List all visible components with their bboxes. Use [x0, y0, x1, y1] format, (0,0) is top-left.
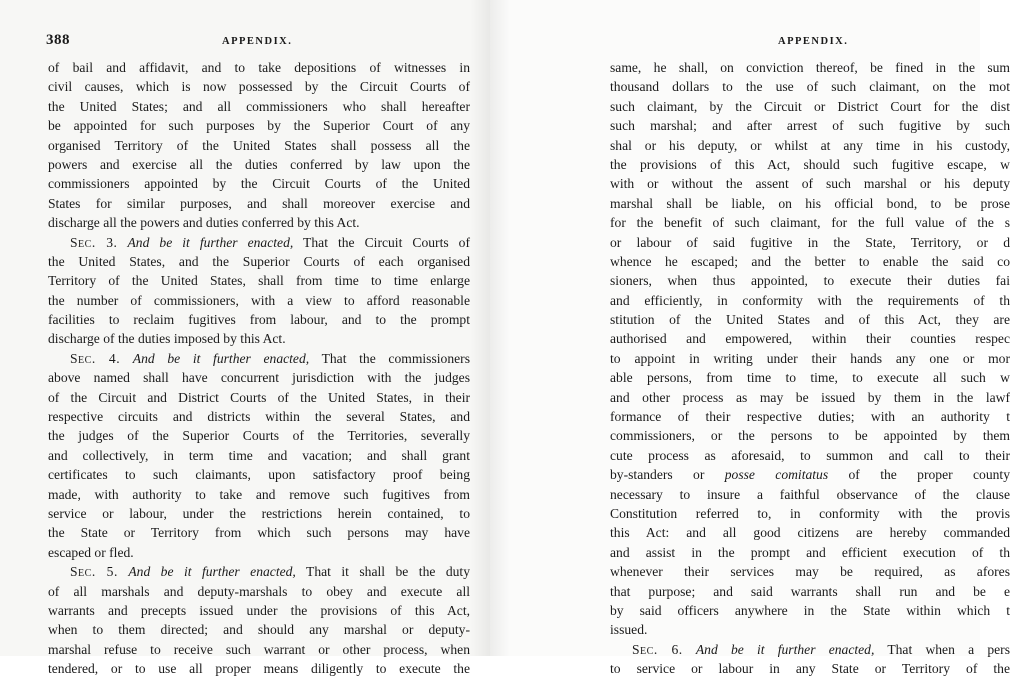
text-line	[610, 368, 1010, 387]
line-text: commissioners appointed by the Circuit Courts of the United	[48, 176, 470, 192]
line-text: issued.	[610, 622, 648, 638]
line-text: service or labour, under the restrictions herein contained, to	[48, 505, 470, 521]
section-label: Sec. 6.	[632, 641, 683, 657]
line-text: thousand dollars to the use of such claimant, on the mot	[610, 79, 1010, 95]
line-text: and other process as may be issued by them in the lawf	[610, 389, 1010, 405]
text-line	[610, 620, 1010, 639]
text-line	[610, 155, 1010, 174]
running-head-left: APPENDIX.	[222, 36, 293, 47]
text-line	[48, 407, 470, 426]
line-text: of bail and affidavit, and to take depositions of witnesses in	[48, 60, 470, 75]
enacting-clause: And be it further enacted,	[128, 564, 296, 580]
left-page	[0, 0, 490, 677]
line-text: necessary to insure a faithful observance of the clause	[610, 486, 1010, 502]
left-page-text	[48, 58, 470, 679]
text-line	[610, 291, 1010, 310]
text-line	[48, 194, 470, 213]
book-gutter	[470, 0, 510, 656]
line-text: whenever their services may be required, as afores	[610, 564, 1010, 580]
text-line	[48, 640, 470, 659]
line-text: by-standers or posse comitatus of the proper county	[610, 467, 1010, 483]
right-page	[490, 0, 1010, 677]
text-line	[48, 136, 470, 155]
text-line	[610, 116, 1010, 135]
text-line	[48, 620, 470, 639]
text-line	[610, 136, 1010, 155]
line-text: with or without the assent of such marshal or his deputy	[610, 176, 1010, 192]
line-text: sioners, when thus appointed, to execute their duties fai	[610, 273, 1010, 289]
line-text: organised Territory of the United States shall possess all the	[48, 137, 470, 153]
line-text: such marshal; and after arrest of such fugitive by such	[610, 118, 1010, 134]
text-line	[610, 329, 1010, 348]
line-text: the United States, and the Superior Courts of each organised	[48, 253, 470, 269]
text-line	[610, 213, 1010, 232]
text-line	[48, 233, 470, 252]
text-line	[48, 368, 470, 387]
line-text: warrants and precepts issued under the provisions of this Act,	[48, 602, 470, 618]
line-text: facilities to reclaim fugitives from labour, and to the prompt	[48, 312, 470, 328]
section-label: Sec. 5.	[70, 564, 118, 580]
text-line	[48, 388, 470, 407]
line-text: the number of commissioners, with a view to afford reasonable	[48, 292, 470, 308]
text-line	[610, 562, 1010, 581]
text-line	[48, 116, 470, 135]
text-line	[48, 659, 470, 678]
line-text: marshal shall be liable, on his official bond, to be prose	[610, 195, 1010, 211]
line-text: when to them directed; and should any marshal or deputy-	[48, 622, 470, 638]
enacting-clause: And be it further enacted,	[127, 234, 294, 250]
line-text: That when a pers	[874, 641, 1010, 657]
page-number: 388	[46, 32, 70, 48]
line-text: and collectively, in term time and vacation; and shall grant	[48, 447, 470, 463]
text-line	[610, 194, 1010, 213]
line-text: to service or labour in any State or Territory of the	[610, 661, 1010, 677]
text-line	[48, 562, 470, 581]
line-text: Constitution referred to, in conformity with the provis	[610, 505, 1010, 521]
line-text: for the benefit of such claimant, for the full value of the s	[610, 215, 1010, 231]
line-text: whence he escaped; and the better to enable the said co	[610, 253, 1010, 269]
text-line	[610, 426, 1010, 445]
text-line	[610, 252, 1010, 271]
text-line	[610, 77, 1010, 96]
text-line	[48, 543, 470, 562]
text-line	[610, 601, 1010, 620]
line-text: That the Circuit Courts of	[293, 234, 470, 250]
line-text: powers and exercise all the duties conferred by law upon the	[48, 156, 470, 172]
line-text: or labour of said fugitive in the State, Territory, or d	[610, 234, 1010, 250]
text-line	[48, 582, 470, 601]
text-line	[48, 97, 470, 116]
section-label: Sec. 4.	[70, 350, 121, 366]
text-line	[610, 659, 1010, 678]
line-text: formance of their respective duties; with an authority t	[610, 409, 1010, 425]
section-label: Sec. 3.	[70, 234, 118, 250]
text-line	[610, 310, 1010, 329]
line-text: marshal refuse to receive such warrant or other process, when	[48, 641, 470, 657]
line-text: discharge of the duties imposed by this Act.	[48, 331, 286, 347]
line-text: commissioners, or the persons to be appointed by them	[610, 428, 1010, 444]
text-line	[48, 426, 470, 445]
text-line	[48, 291, 470, 310]
line-text: shal or his deputy, or whilst at any time in his custody,	[610, 137, 1010, 153]
text-line	[48, 155, 470, 174]
line-text: civil causes, which is now possessed by the Circuit Courts of	[48, 79, 470, 95]
line-text: able persons, from time to time, to execute all such w	[610, 370, 1010, 386]
line-text: That it shall be the duty	[295, 564, 471, 580]
line-text: of all marshals and deputy-marshals to obey and execute all	[48, 583, 470, 599]
enacting-clause: And be it further enacted,	[132, 350, 310, 366]
line-text: and efficiently, in conformity with the requirements of th	[610, 292, 1010, 308]
line-text: that purpose; and said warrants shall run and be e	[610, 583, 1010, 599]
text-line	[610, 174, 1010, 193]
line-text: be appointed for such purposes by the Superior Court of any	[48, 118, 470, 134]
text-line	[610, 97, 1010, 116]
text-line	[610, 58, 1010, 77]
text-line	[48, 485, 470, 504]
text-line	[610, 349, 1010, 368]
text-line	[610, 388, 1010, 407]
line-text: cute process as aforesaid, to summon and call to their	[610, 447, 1010, 463]
text-line	[48, 601, 470, 620]
line-text: escaped or fled.	[48, 544, 134, 560]
line-text: tendered, or to use all proper means diligently to execute the	[48, 661, 470, 677]
text-line	[610, 446, 1010, 465]
line-text: above named shall have concurrent jurisdiction with the judges	[48, 370, 470, 386]
text-line	[48, 58, 470, 77]
line-text: the United States; and all commissioners who shall hereafter	[48, 98, 470, 114]
enacting-clause: And be it further enacted,	[695, 641, 875, 657]
text-line	[610, 407, 1010, 426]
text-line	[48, 174, 470, 193]
line-text: made, with authority to take and remove such fugitives from	[48, 486, 470, 502]
text-line	[610, 465, 1010, 484]
text-line	[48, 213, 470, 232]
text-line	[48, 465, 470, 484]
line-text: stitution of the United States and of this Act, they are	[610, 312, 1010, 328]
line-text: by said officers anywhere in the State within which t	[610, 602, 1010, 618]
line-text: same, he shall, on conviction thereof, be fined in the sum	[610, 60, 1010, 75]
line-text: to appoint in writing under their hands any one or mor	[610, 350, 1010, 366]
text-line	[48, 523, 470, 542]
text-line	[48, 310, 470, 329]
line-text: discharge all the powers and duties conferred by this Act.	[48, 215, 360, 231]
line-text: Territory of the United States, shall from time to time enlarge	[48, 273, 470, 289]
line-text: of the Circuit and District Courts of the United States, in their	[48, 389, 470, 405]
line-text: respective circuits and districts within the several States, and	[48, 409, 470, 425]
text-line	[48, 329, 470, 348]
line-text: this Act: and all good citizens are hereby commanded	[610, 525, 1010, 541]
line-text: the judges of the Superior Courts of the Territories, severally	[48, 428, 470, 444]
line-text: That the commissioners	[309, 350, 470, 366]
text-line	[610, 233, 1010, 252]
line-text: States for similar purposes, and shall moreover exercise and	[48, 195, 470, 211]
line-text: authorised and empowered, within their counties respec	[610, 331, 1010, 347]
running-head-right: APPENDIX.	[778, 36, 849, 47]
line-text: the provisions of this Act, should such fugitive escape, w	[610, 156, 1010, 172]
text-line	[48, 349, 470, 368]
line-text: certificates to such claimants, upon satisfactory proof being	[48, 467, 470, 483]
text-line	[610, 640, 1010, 659]
line-text: and assist in the prompt and efficient execution of th	[610, 544, 1010, 560]
text-line	[48, 252, 470, 271]
text-line	[48, 446, 470, 465]
text-line	[610, 504, 1010, 523]
text-line	[610, 485, 1010, 504]
text-line	[610, 582, 1010, 601]
text-line	[610, 543, 1010, 562]
right-page-text	[610, 58, 1010, 679]
text-line	[610, 523, 1010, 542]
text-line	[48, 77, 470, 96]
text-line	[610, 271, 1010, 290]
text-line	[48, 271, 470, 290]
line-text: the State or Territory from which such persons may have	[48, 525, 470, 541]
text-line	[48, 504, 470, 523]
line-text: such claimant, by the Circuit or District Court for the dist	[610, 98, 1010, 114]
